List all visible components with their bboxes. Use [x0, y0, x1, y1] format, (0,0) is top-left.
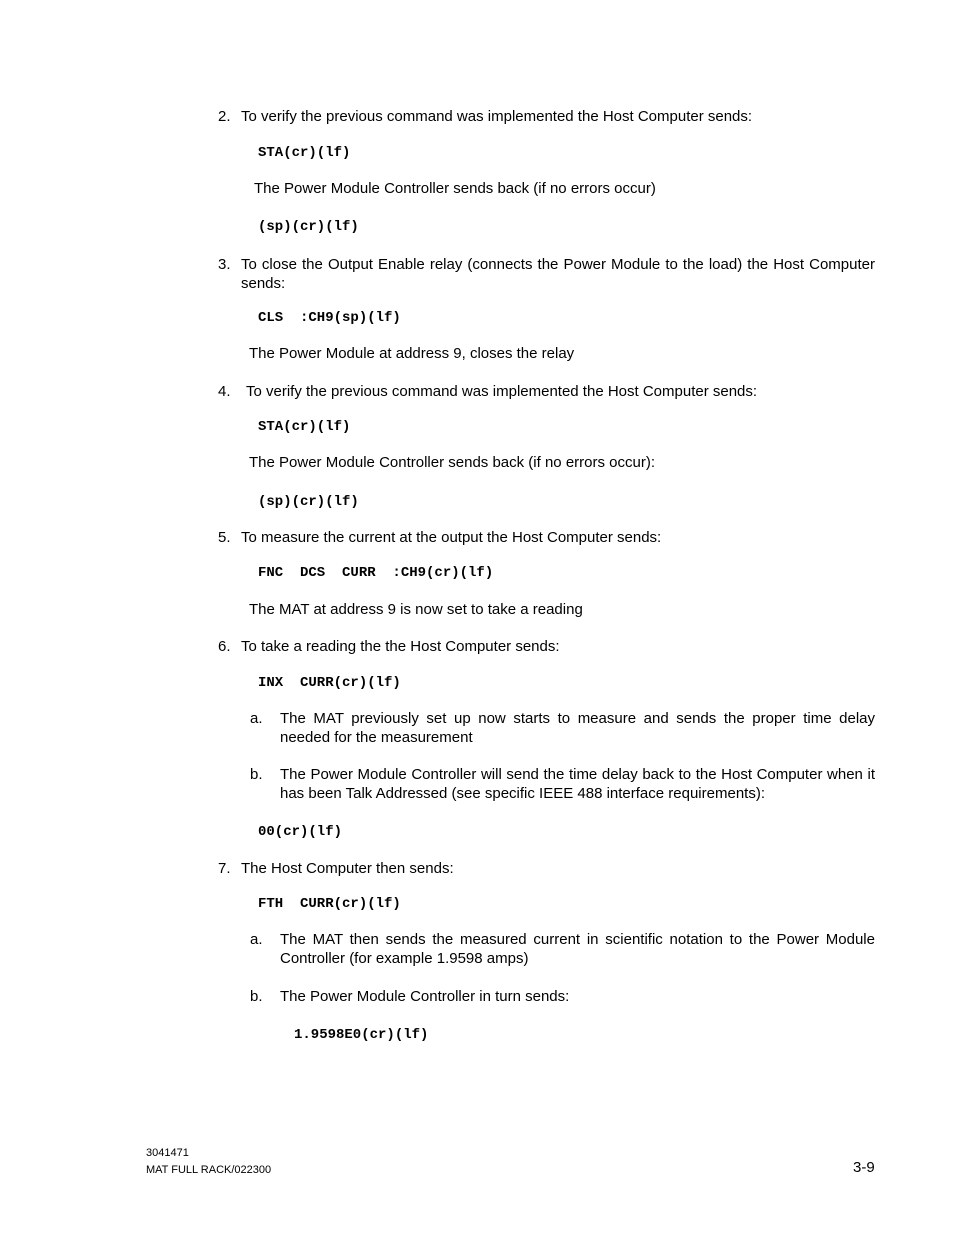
- substep-label: a.: [250, 710, 263, 727]
- substep-label: b.: [250, 766, 263, 783]
- substep-text: The Power Module Controller in turn sends:: [280, 988, 570, 1005]
- command-code: (sp)(cr)(lf): [258, 494, 359, 510]
- step-number: 6.: [218, 638, 231, 655]
- step-text: To take a reading the the Host Computer sends:: [241, 638, 560, 655]
- substep-text: The Power Module Controller will send the time delay back to the Host Computer when it has been Talk Addressed (see specific IEEE 488 interface requirements):: [280, 766, 875, 802]
- footer-doc-number: 3041471: [146, 1147, 189, 1159]
- substep-text: The MAT previously set up now starts to measure and sends the proper time delay needed for the measurement: [280, 710, 875, 746]
- command-code: FNC DCS CURR :CH9(cr)(lf): [258, 565, 494, 581]
- note-text: The Power Module Controller sends back (if no errors occur): [254, 180, 656, 197]
- step-text: To verify the previous command was implemented the Host Computer sends:: [241, 108, 753, 125]
- note-text: The Power Module at address 9, closes the relay: [249, 345, 575, 362]
- command-code: FTH CURR(cr)(lf): [258, 896, 401, 912]
- substep-label: a.: [250, 931, 263, 948]
- step-text: The Host Computer then sends:: [241, 860, 454, 877]
- step-number: 5.: [218, 529, 231, 546]
- command-code: STA(cr)(lf): [258, 145, 351, 161]
- footer-doc-title: MAT FULL RACK/022300: [146, 1164, 272, 1176]
- step-text: To close the Output Enable relay (connects the Power Module to the load) the Host Computer sends:: [241, 256, 875, 292]
- substep-label: b.: [250, 988, 263, 1005]
- note-text: The MAT at address 9 is now set to take a reading: [249, 601, 583, 618]
- command-code: 00(cr)(lf): [258, 824, 343, 840]
- step-text: To verify the previous command was implemented the Host Computer sends:: [246, 383, 758, 400]
- step-number: 2.: [218, 108, 231, 125]
- command-code: 1.9598E0(cr)(lf): [294, 1027, 429, 1043]
- command-code: CLS :CH9(sp)(lf): [258, 310, 401, 326]
- page-number: 3-9: [853, 1159, 875, 1176]
- command-code: INX CURR(cr)(lf): [258, 675, 401, 691]
- command-code: (sp)(cr)(lf): [258, 219, 359, 235]
- step-number: 7.: [218, 860, 231, 877]
- substep-text: The MAT then sends the measured current in scientific notation to the Power Module Controller (for example 1.9598 amps): [280, 931, 875, 967]
- command-code: STA(cr)(lf): [258, 419, 351, 435]
- step-number: 4.: [218, 383, 231, 400]
- step-text: To measure the current at the output the Host Computer sends:: [241, 529, 662, 546]
- step-number: 3.: [218, 256, 231, 273]
- note-text: The Power Module Controller sends back (if no errors occur):: [249, 454, 655, 471]
